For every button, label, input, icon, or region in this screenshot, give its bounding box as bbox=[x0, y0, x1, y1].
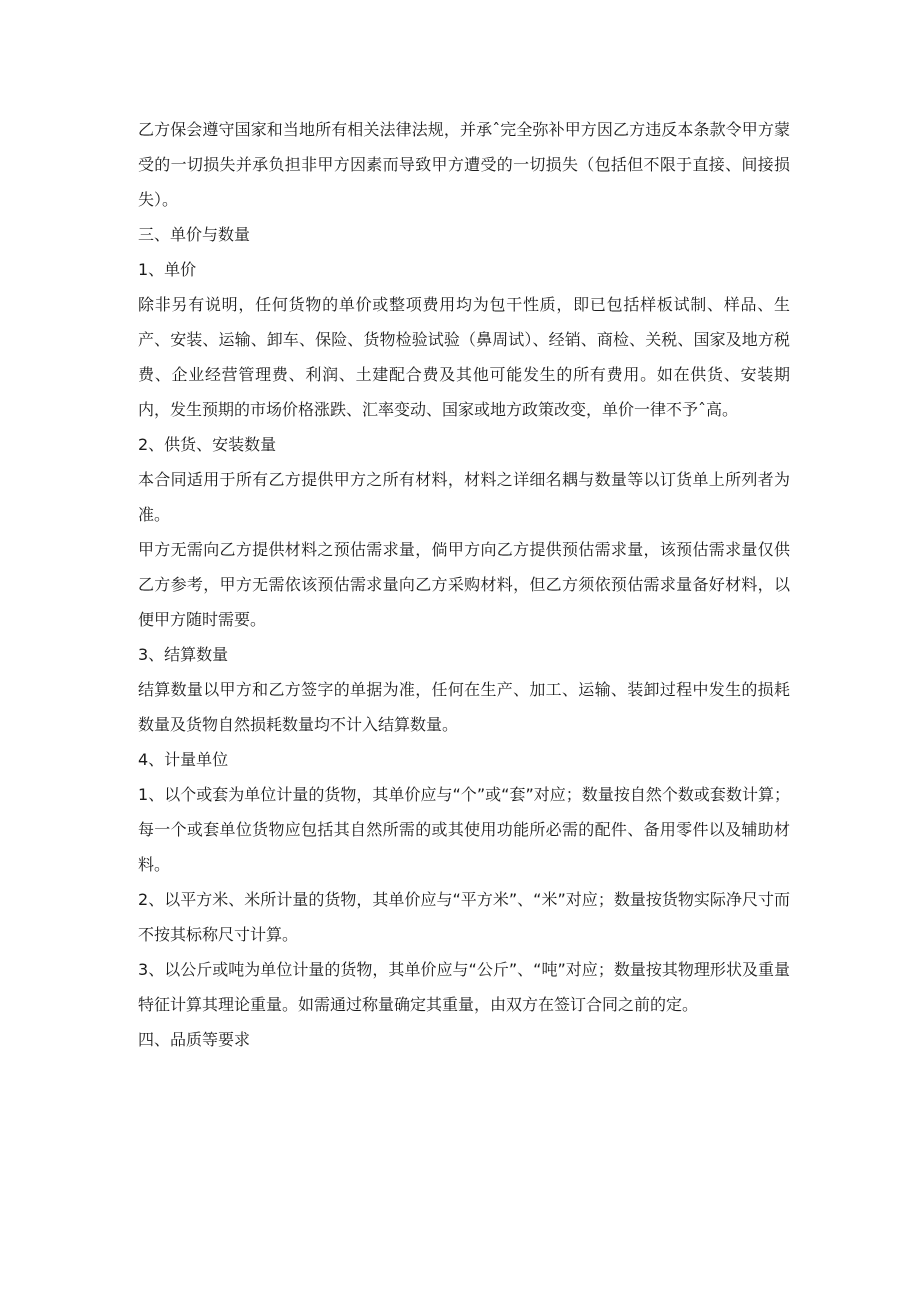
paragraph-unit-piece-set: 1、以个或套为单位计量的货物，其单价应与“个”或“套”对应；数量按自然个数或套数计算；每一个或套单位货物应包括其自然所需的或其使用功能所必需的配件、备用零件以及辅助材料。 bbox=[138, 785, 790, 874]
paragraph-supply-scope: 本合同适用于所有乙方提供甲方之所有材料，材料之详细名耦与数量等以订货单上所列者为准。 bbox=[138, 470, 790, 524]
paragraph-settlement-quantity: 结算数量以甲方和乙方签字的单据为准，任何在生产、加工、运输、装卸过程中发生的损耗数量及货物自然损耗数量均不计入结算数量。 bbox=[138, 680, 790, 734]
paragraph-unit-kilogram-ton: 3、以公斤或吨为单位计量的货物，其单价应与“公斤”、“吨”对应；数量按其物理形状及重量特征计算其理论重量。如需通过称量确定其重量，由双方在签订合同之前的定。 bbox=[138, 960, 790, 1014]
heading-section-4: 四、品质等要求 bbox=[138, 1030, 251, 1049]
document-body bbox=[138, 112, 790, 1057]
paragraph-estimated-demand: 甲方无需向乙方提供材料之预估需求量，倘甲方向乙方提供预估需求量，该预估需求量仅供乙方参考，甲方无需依该预估需求量向乙方采购材料，但乙方须依预估需求量备好材料，以便甲方随时需要。 bbox=[138, 540, 790, 629]
heading-measurement-unit: 4、计量单位 bbox=[138, 750, 229, 769]
heading-supply-quantity: 2、供货、安装数量 bbox=[138, 435, 277, 454]
paragraph-unit-price: 除非另有说明，任何货物的单价或整项费用均为包干性质，即已包括样板试制、样品、生产、安装、运输、卸车、保险、货物检验试验（鼻周试）、经销、商检、关税、国家及地方税费、企业经营管理费、利润、土建配合费及其他可能发生的所有费用。如在供货、安装期内，发生预期的市场价格涨跌、汇率变动、国家或地方政策改变，单价一律不予ˆ高。 bbox=[138, 295, 790, 419]
paragraph-liability: 乙方保会遵守国家和当地所有相关法律法规，并承ˆ完全弥补甲方因乙方违反本条款令甲方蒙受的一切损失并承负担非甲方因素而导致甲方遭受的一切损失（包括但不限于直接、间接损失）。 bbox=[138, 120, 790, 209]
paragraph-unit-square-meter: 2、以平方米、米所计量的货物，其单价应与“平方米”、“米”对应；数量按货物实际净尺寸而不按其标称尺寸计算。 bbox=[138, 890, 790, 944]
heading-section-3: 三、单价与数量 bbox=[138, 225, 251, 244]
heading-settlement-quantity: 3、结算数量 bbox=[138, 645, 229, 664]
heading-unit-price: 1、单价 bbox=[138, 260, 197, 279]
